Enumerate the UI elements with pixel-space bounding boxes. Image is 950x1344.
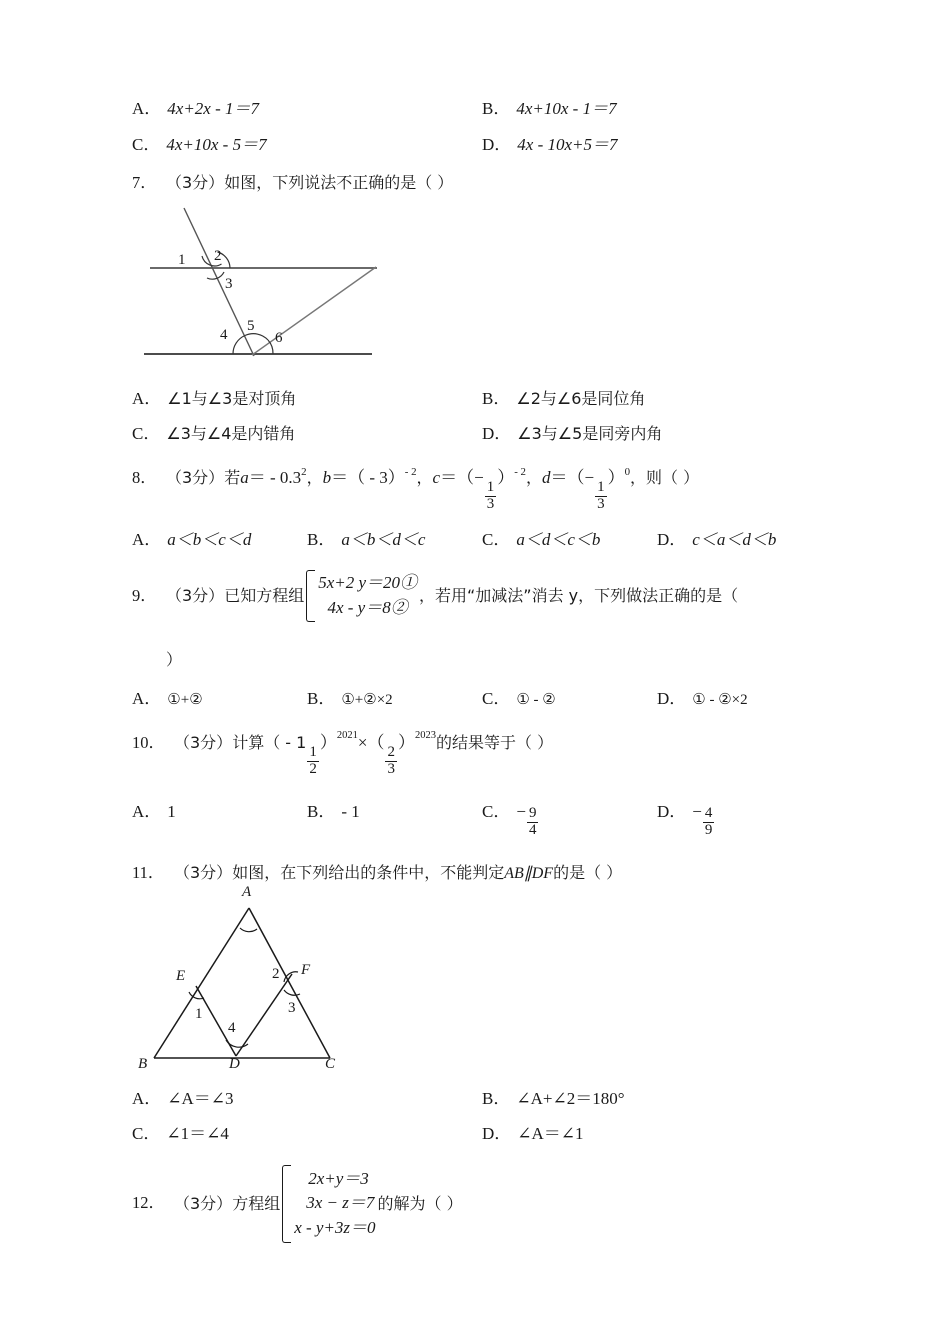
q8-option-c-label: C． [482, 529, 511, 549]
q7-option-a[interactable] [132, 386, 482, 412]
q7-options-row-1 [132, 386, 832, 412]
q8-c-close: ） [497, 467, 515, 487]
q11-option-b-label: B． [482, 1088, 511, 1108]
q10-exponent-2: 2023 [414, 729, 437, 741]
q6-option-d-label: D． [482, 134, 512, 154]
q9-stem-suffix: ，若用“加减法”消去 y，下列做法正确的是（ [419, 586, 739, 605]
q8-d-value: ＝（− [550, 467, 595, 487]
q7-option-c-label: C． [132, 424, 161, 444]
q8-d-fraction [595, 480, 607, 513]
question-8-stem [132, 465, 832, 513]
q10-option-b-label: B． [307, 802, 336, 822]
q7-angle-label-2: 2 [214, 247, 222, 264]
q8-stem-prefix: 若 [224, 467, 241, 487]
q11-stem-suffix: 的是（ ） [553, 862, 623, 882]
q6-option-a[interactable] [132, 96, 482, 122]
q8-stem-tail: ，则（ ） [630, 467, 700, 487]
q10-option-c-sign: − [516, 802, 526, 822]
q8-a-exponent: 2 [301, 465, 307, 478]
q8-option-d-label: D． [657, 529, 687, 549]
q11-option-c-label: C． [132, 1124, 161, 1144]
q10-stem-prefix: 计算（ - 1 [232, 732, 307, 752]
q10-number: 10． [132, 732, 165, 752]
q10-option-a-label: A． [132, 802, 162, 822]
q8-b-value: ＝（ - 3） [331, 467, 405, 487]
q8-option-c-text: a＜d＜c＜b [516, 529, 601, 549]
q8-c-value: ＝（− [440, 467, 484, 487]
q9-number: 9． [132, 586, 157, 605]
q7-points: （3分） [166, 173, 225, 192]
q10-mixed-fraction [307, 745, 319, 778]
question-9-stem [132, 570, 832, 622]
q11-angle-label-4: 4 [228, 1019, 236, 1036]
q7-arc-angle-4 [233, 335, 245, 354]
q7-angle-label-5: 5 [247, 317, 255, 334]
q7-option-d[interactable] [482, 421, 832, 447]
q9-options-row [132, 686, 832, 712]
question-11-stem [132, 861, 832, 886]
q12-text [174, 1165, 832, 1243]
q7-options-row-2 [132, 421, 832, 447]
q8-sep-2: ， [416, 467, 433, 487]
q10-option-b[interactable] [307, 799, 482, 839]
q10-f2-numerator: 2 [387, 743, 395, 760]
q10-f2-denominator: 3 [387, 760, 395, 777]
q12-number: 12． [132, 1193, 165, 1213]
q8-c-denominator: 3 [486, 495, 495, 512]
q8-var-d: d [541, 467, 551, 487]
q9-equation-1: 5x+2 y＝20① [318, 573, 418, 593]
q10-exponent-1: 2021 [336, 729, 358, 741]
q10-option-c-fraction [527, 806, 539, 839]
q8-c-exponent: - 2 [514, 465, 526, 478]
q10-option-d-fraction [703, 806, 715, 839]
q8-d-close: ） [607, 467, 625, 487]
q8-d-numerator: 1 [597, 479, 605, 495]
q7-option-b-label: B． [482, 388, 511, 408]
q8-var-a: a [240, 467, 249, 487]
q8-option-b[interactable] [307, 527, 482, 553]
q10-d-denominator: 9 [704, 822, 713, 838]
q10-text [174, 730, 832, 778]
q9-option-c-text: ① - ② [516, 692, 556, 708]
q7-ray-line [252, 267, 376, 355]
q8-number: 8． [132, 467, 157, 487]
q11-parallel-expression: AB∥DF [504, 864, 554, 882]
q10-option-b-text: - 1 [341, 802, 360, 822]
q12-stem-prefix: 方程组 [232, 1193, 281, 1213]
q8-options-row [132, 527, 832, 553]
q9-equation-2: 4x - y＝8② [327, 598, 408, 617]
q10-stem-suffix: 的结果等于（ ） [436, 732, 554, 752]
page-content [132, 96, 832, 1243]
q8-var-c: c [432, 467, 441, 487]
q9-option-a-label: A． [132, 689, 162, 708]
question-7-stem [132, 171, 832, 196]
question-10-stem [132, 730, 832, 778]
q8-option-a[interactable] [132, 527, 307, 553]
q8-d-denominator: 3 [597, 495, 605, 512]
q8-a-value: ＝ - 0.3 [248, 467, 302, 487]
q11-options-row-1 [132, 1086, 832, 1112]
q10-close-1: ） [319, 732, 337, 752]
q11-text [174, 861, 832, 886]
q10-option-d-label: D． [657, 802, 687, 822]
q8-option-d[interactable] [657, 527, 832, 553]
q6-option-a-label: A． [132, 99, 162, 118]
q10-option-c-label: C． [482, 802, 511, 822]
q6-options-row-1 [132, 96, 832, 122]
q9-system-rows [318, 570, 417, 622]
q11-figure [132, 883, 832, 1086]
q9-option-c[interactable] [482, 686, 657, 712]
question-12-stem [132, 1165, 832, 1243]
q6-option-b-text: 4x+10x - 1＝7 [516, 99, 617, 118]
q7-option-a-label: A． [132, 388, 162, 408]
q6-option-b-label: B． [482, 99, 511, 118]
q10-close-2: ） [397, 732, 415, 752]
q7-option-c[interactable] [132, 421, 482, 447]
q9-option-d-text: ① - ②×2 [692, 692, 748, 708]
q10-fraction-2 [385, 745, 397, 778]
q11-options-row-2 [132, 1121, 832, 1147]
q7-option-d-text: ∠3与∠5是同旁内角 [517, 424, 663, 444]
q11-option-c[interactable] [132, 1121, 482, 1147]
q11-option-a-text: ∠A＝∠3 [167, 1088, 234, 1108]
q7-angle-label-3: 3 [225, 275, 233, 292]
q10-option-d[interactable] [657, 799, 832, 839]
q11-arc-angle-A [240, 928, 257, 932]
q8-option-c[interactable] [482, 527, 657, 553]
q10-c-numerator: 9 [528, 805, 537, 822]
q11-arc-angle-2 [284, 972, 298, 982]
q9-stem-prefix: 已知方程组 [224, 586, 305, 605]
q11-vertex-label-F: F [301, 961, 311, 978]
q8-c-fraction [485, 480, 497, 513]
q11-option-d[interactable] [482, 1121, 832, 1147]
q10-times: ×（ [357, 732, 385, 752]
q10-mixed-denominator: 2 [309, 760, 317, 777]
q11-vertex-label-D: D [229, 1055, 240, 1072]
q11-option-b-text: ∠A+∠2＝180° [516, 1088, 625, 1108]
q7-number: 7． [132, 173, 157, 192]
q6-option-a-text: 4x+2x - 1＝7 [167, 99, 260, 118]
q9-equation-system [306, 570, 417, 622]
q11-option-b[interactable] [482, 1086, 832, 1112]
q7-figure [132, 196, 832, 386]
q9-option-d[interactable] [657, 686, 832, 712]
q12-equation-system [282, 1165, 375, 1243]
q8-option-a-label: A． [132, 529, 162, 549]
q7-option-a-text: ∠1与∠3是对顶角 [167, 388, 297, 408]
q7-transversal-line [184, 208, 254, 356]
q10-option-a[interactable] [132, 799, 307, 839]
q9-option-a[interactable] [132, 686, 307, 712]
q9-points: （3分） [166, 586, 225, 605]
q10-options-row [132, 799, 832, 839]
q11-figure-svg [132, 883, 432, 1086]
q11-option-d-label: D． [482, 1124, 512, 1144]
q11-vertex-label-A: A [242, 883, 252, 900]
q10-mixed-numerator: 1 [309, 743, 317, 760]
q9-option-b-label: B． [307, 689, 336, 708]
q11-option-d-text: ∠A＝∠1 [517, 1124, 584, 1144]
q8-option-d-text: c＜a＜d＜b [692, 529, 777, 549]
q9-option-d-label: D． [657, 689, 687, 708]
q9-option-b[interactable] [307, 686, 482, 712]
q8-option-b-label: B． [307, 529, 336, 549]
q11-segment-DF [236, 974, 292, 1056]
q8-c-numerator: 1 [486, 479, 495, 495]
q6-option-b[interactable] [482, 96, 832, 122]
q11-vertex-label-B: B [138, 1055, 148, 1072]
q8-var-b: b [322, 467, 332, 487]
q9-option-a-text: ①+② [167, 692, 203, 708]
q7-angle-label-6: 6 [275, 329, 283, 346]
question-9-stem-cont [132, 648, 832, 672]
q10-option-c[interactable] [482, 799, 657, 839]
q8-b-exponent: - 2 [404, 465, 417, 478]
q7-option-c-text: ∠3与∠4是内错角 [166, 424, 296, 444]
q7-angle-label-4: 4 [220, 326, 228, 343]
q8-sep-3: ， [525, 467, 542, 487]
q7-figure-svg [132, 196, 552, 386]
q11-number: 11． [132, 862, 165, 882]
q10-option-d-sign: − [692, 802, 702, 822]
q10-d-numerator: 4 [704, 805, 713, 822]
q6-options-row-2 [132, 132, 832, 158]
q11-angle-label-3: 3 [288, 999, 296, 1016]
q11-arc-angle-3 [284, 990, 300, 995]
q9-option-c-label: C． [482, 689, 511, 708]
q7-option-d-label: D． [482, 424, 512, 444]
q11-segment-AC [249, 908, 330, 1058]
q8-points: （3分） [166, 467, 225, 487]
q12-system-rows [294, 1165, 375, 1243]
q11-vertex-label-C: C [325, 1055, 336, 1072]
q12-points: （3分） [174, 1193, 233, 1213]
q9-option-b-text: ①+②×2 [341, 692, 393, 708]
q12-stem-suffix: 的解为（ ） [377, 1193, 463, 1213]
q9-text [166, 570, 832, 622]
q11-points: （3分） [174, 862, 233, 882]
q9-system-brace [306, 570, 315, 622]
q7-stem-text: 如图，下列说法不正确的是（ ） [224, 173, 454, 192]
q11-angle-label-2: 2 [272, 965, 280, 982]
q6-option-c[interactable] [132, 132, 482, 158]
q11-angle-label-1: 1 [195, 1005, 203, 1022]
q8-text [166, 465, 832, 513]
q9-stem-continuation: ） [166, 650, 183, 669]
q6-option-d-text: 4x - 10x+5＝7 [517, 134, 618, 154]
q8-sep-1: ， [306, 467, 323, 487]
q6-option-d[interactable] [482, 132, 832, 158]
q11-vertex-label-E: E [176, 967, 186, 984]
q10-c-denominator: 4 [528, 822, 537, 838]
q7-angle-label-1: 1 [178, 251, 186, 268]
q8-option-a-text: a＜b＜c＜d [167, 529, 252, 549]
q11-stem-prefix: 如图，在下列给出的条件中，不能判定 [232, 862, 505, 882]
q7-option-b[interactable] [482, 386, 832, 412]
q7-option-b-text: ∠2与∠6是同位角 [516, 388, 646, 408]
q11-option-a[interactable] [132, 1086, 482, 1112]
q10-points: （3分） [174, 732, 233, 752]
q11-option-c-text: ∠1＝∠4 [166, 1124, 229, 1144]
q12-equation-3: x - y+3z＝0 [294, 1218, 376, 1238]
q6-option-c-label: C． [132, 134, 161, 154]
q8-d-exponent: 0 [624, 465, 631, 478]
q11-option-a-label: A． [132, 1088, 162, 1108]
q10-option-a-text: 1 [167, 802, 176, 822]
q8-option-b-text: a＜b＜d＜c [341, 529, 426, 549]
q12-equation-1: 2x+y＝3 [308, 1168, 369, 1188]
q12-system-brace [282, 1165, 291, 1243]
q6-option-c-text: 4x+10x - 5＝7 [166, 134, 267, 154]
q7-text [166, 171, 832, 195]
q12-equation-2: 3x − z＝7 [306, 1193, 375, 1213]
